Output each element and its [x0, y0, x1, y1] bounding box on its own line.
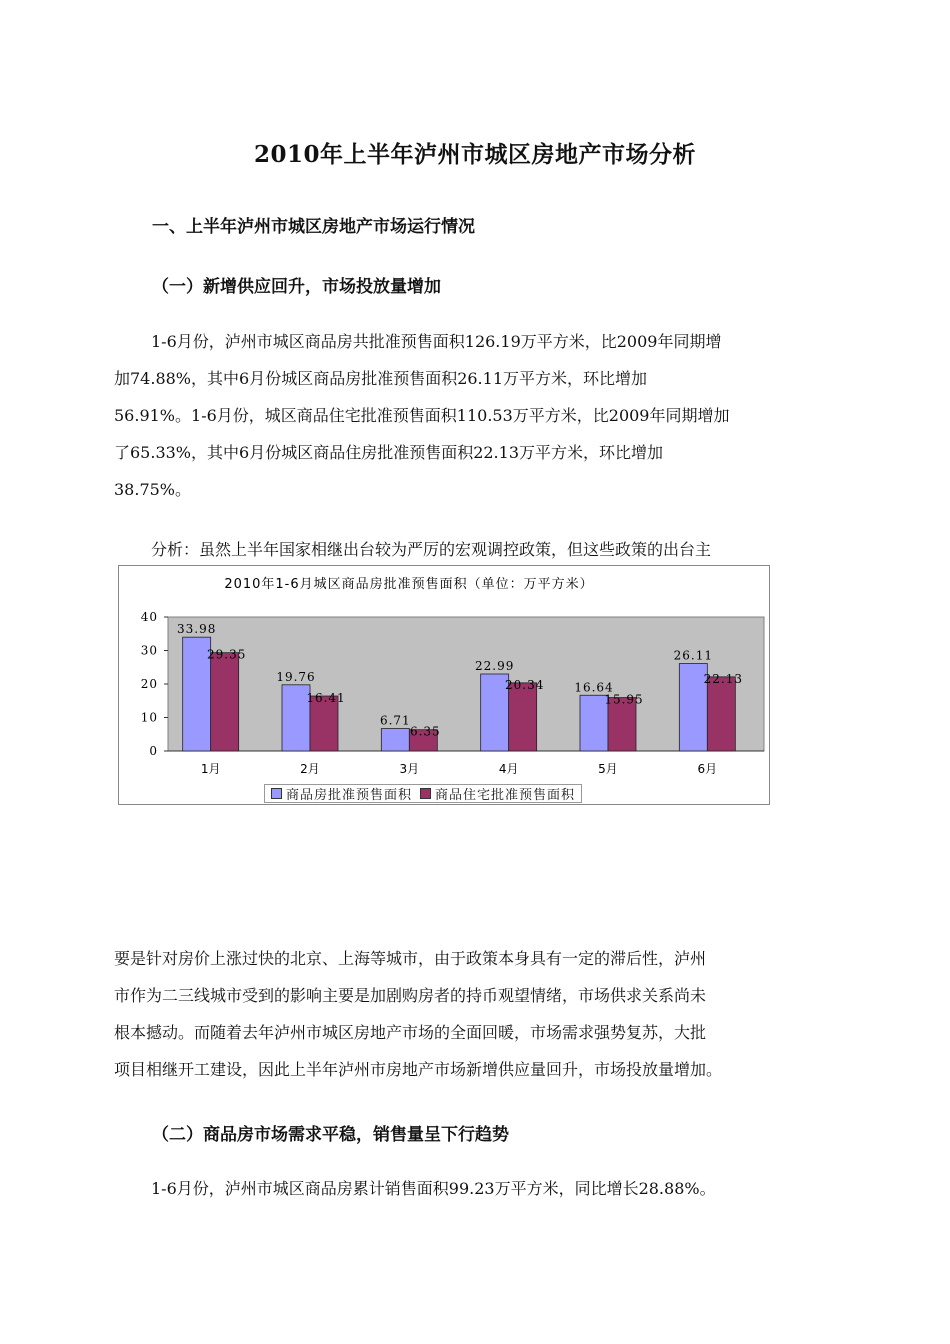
data-label-series-1: 22.99 [474, 658, 515, 673]
bar-series-2 [707, 677, 735, 751]
section-heading-1: 一、上半年泸州市城区房地产市场运行情况 [152, 217, 475, 237]
x-tick-label: 1月 [200, 762, 221, 776]
bar-series-1 [381, 729, 409, 751]
chart-legend [264, 784, 582, 803]
paragraph-analysis-cont [114, 940, 836, 1088]
legend-swatch [420, 788, 431, 799]
x-tick-label: 2月 [300, 762, 320, 776]
paragraph-analysis-start [114, 531, 836, 568]
paragraph-line: 加74.88%，其中6月份城区商品房批准预售面积26.11万平方米，环比增加 [114, 369, 647, 388]
x-tick-label: 4月 [498, 762, 519, 776]
data-label-series-1: 26.11 [673, 648, 714, 663]
paragraph-line: 了65.33%，其中6月份城区商品住房批准预售面积22.13万平方米，环比增加 [114, 443, 663, 462]
paragraph-line: 分析：虽然上半年国家相继出台较为严厉的宏观调控政策，但这些政策的出台主 [151, 540, 712, 559]
x-tick-label: 3月 [399, 762, 420, 776]
paragraph-line: 1-6月份，泸州市城区商品房累计销售面积99.23万平方米，同比增长28.88%。 [151, 1179, 716, 1198]
paragraph-line: 根本撼动。而随着去年泸州市城区房地产市场的全面回暖，市场需求强势复苏，大批 [114, 1023, 707, 1042]
bar-series-2 [211, 653, 239, 751]
paragraph-line: 1-6月份，泸州市城区商品房共批准预售面积126.19万平方米，比2009年同期增 [151, 332, 722, 351]
y-tick-label: 10 [140, 710, 158, 725]
subsection-heading-1: （一）新增供应回升，市场投放量增加 [152, 277, 441, 297]
data-label-series-1: 16.64 [574, 680, 614, 695]
y-tick-label: 0 [149, 744, 158, 758]
y-tick-label: 40 [140, 610, 158, 624]
paragraph-supply [114, 323, 836, 508]
bar-series-2 [509, 683, 537, 751]
legend-item-series-2 [420, 784, 575, 803]
paragraph-line: 要是针对房价上涨过快的北京、上海等城市，由于政策本身具有一定的滞后性，泸州 [114, 949, 707, 968]
data-label-series-1: 33.98 [176, 622, 217, 637]
data-label-series-1: 6.71 [379, 713, 411, 728]
subsection-heading-2: （二）商品房市场需求平稳，销售量呈下行趋势 [152, 1125, 509, 1145]
chart-canvas [119, 566, 769, 804]
data-label-series-2: 22.13 [703, 671, 744, 686]
data-label-series-2: 29.35 [206, 647, 247, 662]
paragraph-line: 56.91%。1-6月份，城区商品住宅批准预售面积110.53万平方米，比2009年同期增加 [114, 406, 730, 425]
paragraph-sales [114, 1170, 836, 1207]
legend-swatch [271, 788, 282, 799]
bar-chart [118, 565, 770, 805]
data-label-series-2: 15.95 [604, 692, 644, 707]
plot-area [168, 617, 764, 751]
x-tick-label: 5月 [598, 762, 618, 776]
data-label-series-1: 19.76 [276, 669, 316, 684]
paragraph-line: 项目相继开工建设，因此上半年泸州市房地产市场新增供应量回升，市场投放量增加。 [114, 1060, 723, 1079]
x-tick-label: 6月 [697, 762, 718, 776]
paragraph-line: 市作为二三线城市受到的影响主要是加剧购房者的持币观望情绪，市场供求关系尚未 [114, 986, 707, 1005]
y-tick-label: 20 [140, 677, 158, 691]
legend-item-series-1 [271, 784, 412, 803]
paragraph-line: 38.75%。 [114, 480, 192, 499]
y-tick-label: 30 [140, 643, 158, 658]
document-title: 2010年上半年泸州市城区房地产市场分析 [253, 141, 696, 168]
legend-label: 商品房批准预售面积 [286, 788, 413, 803]
legend-label: 商品住宅批准预售面积 [435, 788, 576, 803]
data-label-series-2: 20.34 [504, 677, 545, 692]
data-label-series-2: 16.41 [306, 691, 346, 706]
data-label-series-2: 6.35 [409, 724, 441, 739]
chart-title: 2010年1-6月城区商品房批准预售面积（单位：万平方米） [224, 577, 594, 592]
